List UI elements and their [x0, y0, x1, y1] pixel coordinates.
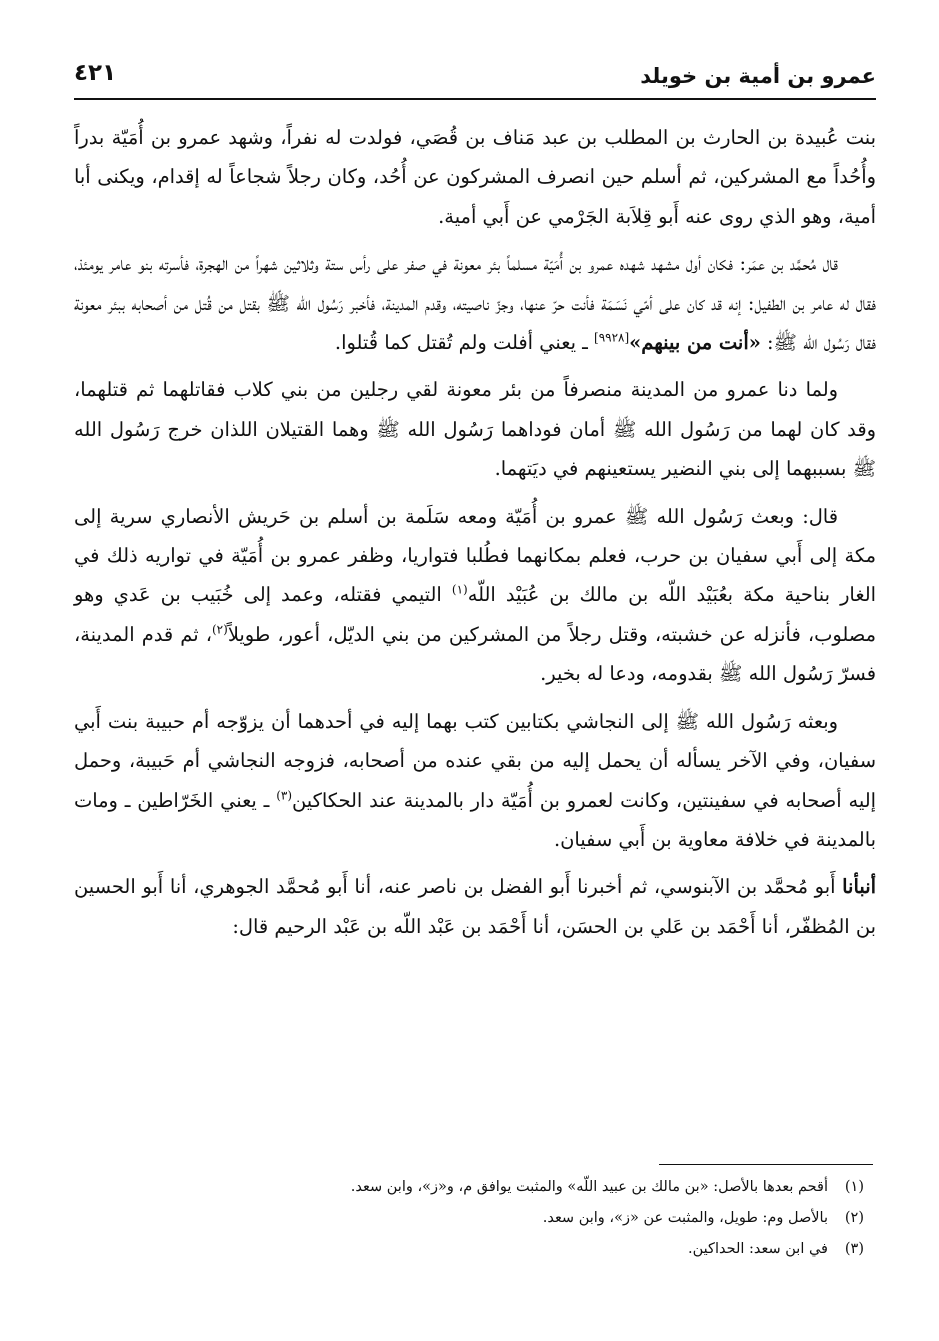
footnote-rule	[659, 1164, 873, 1165]
paragraph-1	[74, 118, 876, 236]
paragraph-text: ـ يعني الخَرّاطين ـ ومات بالمدينة في خلافة معاوية بن أَبي سفيان.	[74, 788, 876, 851]
footnote-text: أقحم بعدها بالأصل: «بن مالك بن عبيد اللّه» والمثبت يوافق م، و«ز»، وابن سعد.	[350, 1179, 828, 1195]
paragraph-text: بنت عُبيدة بن الحارث بن المطلب بن عبد مَناف بن قُصَي، فولدت له نفراً، وشهد عمرو بن أُمَيّة بدراً وأُحُداً مع المشركين، ثم أسلم حين انصرف المشركون عن أُحُد، وكان رجلاً شجاعاً له إقدام، ويكنى أبا أمية، وهو الذي روى عنه أَبو قِلاَبة الجَرْمي عن أَبي أمية.	[74, 126, 876, 228]
footnote-text: بالأصل وم: طويل، والمثبت عن «ز»، وابن سعد.	[542, 1210, 828, 1226]
page-number: ٤٢١	[74, 60, 117, 86]
main-text	[74, 118, 876, 954]
footnotes	[74, 1172, 864, 1265]
running-head: عمرو بن أمية بن خويلد	[640, 64, 876, 88]
paragraph-text: ، ثم قدم المدينة، فسرّ رَسُول الله ﷺ بقدومه، ودعا له بخير.	[74, 622, 876, 686]
header-rule	[74, 98, 876, 100]
footnote-number: (٣)	[844, 1241, 864, 1257]
footnote-ref[interactable]: (٢)	[211, 622, 228, 637]
paragraph-5	[74, 702, 876, 860]
page-header	[74, 58, 876, 100]
footnote-1	[74, 1172, 864, 1203]
paragraph-text: أَبو مُحمَّد بن الآبنوسي، ثم أخبرنا أَبو الفضل بن ناصر عنه، أنا أَبو مُحمَّد الجوهري، أنا أَبو الحسين بن المُظفّر، أنا أَحْمَد بن عَلي بن الحسَن، أنا أَحْمَد بن عَبْد اللّه بن عَبْد الرحيم قال:	[74, 875, 876, 938]
footnote-number: (٢)	[844, 1210, 864, 1226]
footnote-ref[interactable]: (١)	[451, 583, 468, 597]
paragraph-4	[74, 497, 876, 694]
paragraph-text: وبعثه رَسُول الله ﷺ إلى النجاشي بكتابين كتب بهما إليه في أحدهما أن يزوّجه أم حبيبة بنت أَبي سفيان، وفي الآخر يسأله أن يحمل إليه من بقي عنده من أصحابه، فزوجه النجاشي أم حَبيبة، وحمل إليه أصحابه في سفينتين، وكانت لعمرو بن أُمَيّة دار بالمدينة عند الحكاكين	[74, 709, 876, 812]
paragraph-text: ولما دنا عمرو من المدينة منصرفاً من بئر معونة لقي رجلين من بني كلاب فقاتلهما ثم قتلهما، وقد كان لهما من رَسُول الله ﷺ أمان فوداهما رَسُول الله ﷺ وهما القتيلان اللذان خرج رَسُول الله ﷺ بسببهما إلى بني النضير يستعينهم في ديَتهما.	[74, 378, 876, 481]
footnote-text: في ابن سعد: الحداكين.	[688, 1241, 828, 1257]
paragraph-text: التيمي فقتله، وعمد إلى خُبَيب بن عَدي وهو مصلوب، فأنزله عن خشبته، وقتل رجلاً من المشركين من بني الديّل، أعور، طويلاً	[74, 583, 876, 646]
paragraph-text: قال: وبعث رَسُول الله ﷺ عمرو بن أُمَيّة ومعه سَلَمة بن أسلم بن حَريش الأنصاري سرية إلى مكة إلى أَبي سفيان بن حرب، فعلم بمكانهما فطُلبا فتواريا، وظفر عمرو بن أُمَيّة في تواريه ذلك في الغار بناحية مكة بعُبَيْد اللّه بن مالك بن عُبَيْد اللّه	[74, 504, 876, 607]
paragraph-6	[74, 867, 876, 946]
paragraph-2	[74, 244, 876, 362]
paragraph-3	[74, 370, 876, 488]
paragraph-text: قال مُحمَّد بن عمَر: فكان أول مشهد شهده عمرو بن أُمَيّة مسلماً بئر معونة في صفر على رأس ستة وثلاثين شهراً من الهجرة، فأسرته بنو عامر يومئذ، فقال له عامر بن الطفيل: إنه قد كان على أمّي نَسَمَة فأنت حرّ عنها، وجزّ ناصيته، وقدم المدينة، فأخبر رَسُول الله ﷺ بقتل من قُتل من أصحابه ببئر معونة فقال رَسُول الله ﷺ:	[74, 252, 876, 355]
footnote-3	[74, 1234, 864, 1265]
paragraph-text: ـ يعني أفلت ولم تُقتل كما قُتلوا.	[334, 331, 595, 355]
footnote-2	[74, 1203, 864, 1234]
hadith-number: [٩٩٢٨]	[594, 330, 630, 345]
isnad-lead-word: أنبأنا	[842, 875, 876, 899]
footnote-number: (١)	[844, 1179, 864, 1195]
hadith-quote: «أنت من بينهم»	[629, 331, 761, 355]
footnote-ref[interactable]: (٣)	[276, 788, 293, 803]
